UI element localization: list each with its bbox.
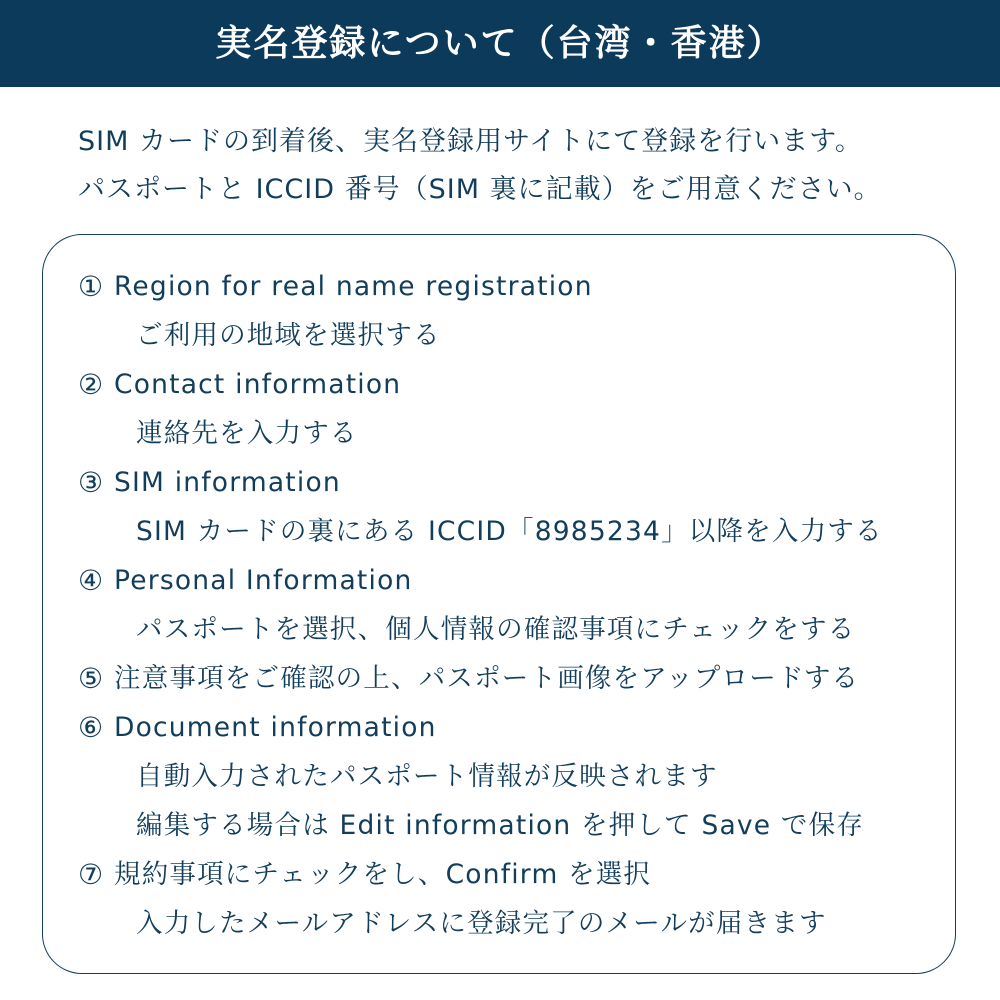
step-4-heading — [78, 556, 938, 605]
step-1-title: Region for real name registration — [114, 271, 593, 302]
step-6-title: Document information — [114, 712, 437, 743]
step-7-detail: 入力したメールアドレスに登録完了のメールが届きます — [136, 908, 827, 939]
registration-steps-list — [78, 262, 938, 948]
page-title: 実名登録について（台湾・香港） — [215, 22, 785, 64]
step-2-number: ② — [78, 368, 105, 401]
step-2-detail: 連絡先を入力する — [136, 418, 358, 449]
step-6-number: ⑥ — [78, 711, 105, 744]
step-5-title: 注意事項をご確認の上、パスポート画像をアップロードする — [114, 663, 860, 694]
step-1-detail: ご利用の地域を選択する — [136, 320, 441, 351]
step-7-number: ⑦ — [78, 858, 105, 891]
step-6-detail-2: 編集する場合は Edit information を押して Save で保存 — [136, 810, 865, 841]
step-4-number: ④ — [78, 564, 105, 597]
step-2-heading — [78, 360, 938, 409]
step-5-number: ⑤ — [78, 662, 105, 695]
title-banner — [0, 0, 1000, 87]
step-6-detail-1: 自動入力されたパスポート情報が反映されます — [136, 761, 718, 792]
step-5-heading — [78, 654, 938, 703]
step-7-title: 規約事項にチェックをし、Confirm を選択 — [114, 859, 652, 890]
step-3-detail: SIM カードの裏にある ICCID「8985234」以降を入力する — [136, 516, 883, 547]
step-3-number: ③ — [78, 466, 105, 499]
step-6-heading — [78, 703, 938, 752]
step-4-title: Personal Information — [114, 565, 413, 596]
step-2-title: Contact information — [114, 369, 402, 400]
step-3-title: SIM information — [114, 467, 341, 498]
step-4-detail: パスポートを選択、個人情報の確認事項にチェックをする — [136, 614, 856, 645]
step-3-heading — [78, 458, 938, 507]
step-7-heading — [78, 850, 938, 899]
step-1-number: ① — [78, 270, 105, 303]
intro-text — [78, 118, 958, 214]
intro-line-1: SIM カードの到着後、実名登録用サイトにて登録を行います。 — [78, 126, 863, 157]
intro-line-2: パスポートと ICCID 番号（SIM 裏に記載）をご用意ください。 — [78, 174, 882, 205]
step-1-heading — [78, 262, 938, 311]
